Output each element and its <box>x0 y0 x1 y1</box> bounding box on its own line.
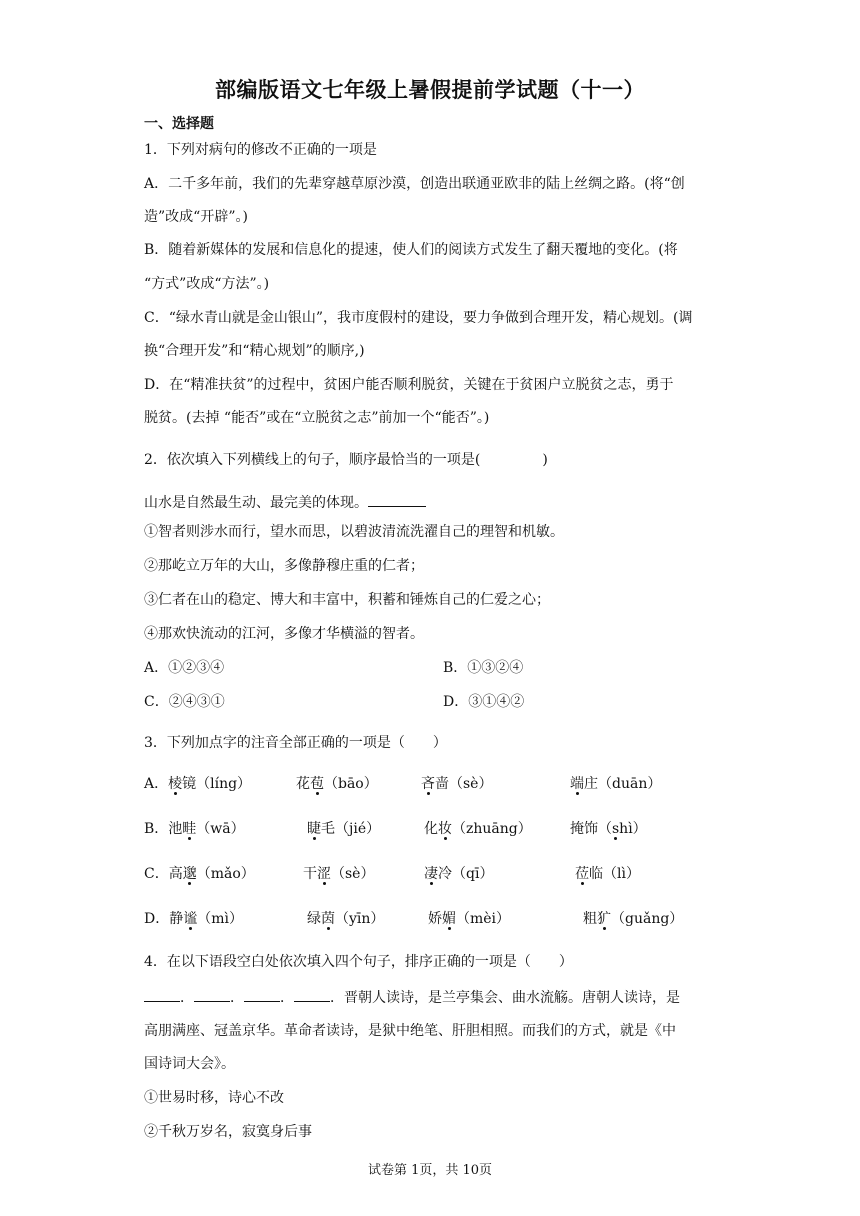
q3-option-a-item1[interactable]: A．棱镜（líng） <box>144 776 252 792</box>
q3-option-d-item4: 粗犷（guǎng） <box>583 911 684 927</box>
q2-sentence-2: ②那屹立万年的大山，多像静穆庄重的仁者； <box>144 558 424 574</box>
q4-blank-4[interactable] <box>294 987 330 1002</box>
q4-blank-2[interactable] <box>194 987 230 1002</box>
q3-option-d-item2: 绿茵（yīn） <box>307 911 385 927</box>
q2-sentence-3: ③仁者在山的稳定、博大和丰富中，积蓄和锤炼自己的仁爱之心； <box>144 592 550 608</box>
q2-option-a[interactable]: A．①②③④ <box>144 660 225 676</box>
q3-option-b-item4: 掩饰（shì） <box>570 821 647 837</box>
q1-option-b-line2: “方式”改成“方法”。) <box>144 276 270 292</box>
q3-option-b-item2: 睫毛（jié） <box>307 821 381 837</box>
q4-blank-1[interactable] <box>144 987 180 1002</box>
q1-option-a-line2: 造”改成“开辟”。) <box>144 209 248 225</box>
q2-stem-close: ) <box>542 452 548 468</box>
q2-stem <box>144 450 720 470</box>
q4-passage-text: ．晋朝人读诗，是兰亭集会、曲水流觞。唐朝人读诗，是 <box>330 990 680 1006</box>
q3-stem: 3．下列加点字的注音全部正确的一项是（ ） <box>144 735 447 751</box>
q3-option-c-item1[interactable]: C．高邈（mǎo） <box>144 866 255 882</box>
q4-passage-line1: ． ． ． ．晋朝人读诗，是兰亭集会、曲水流觞。唐朝人读诗，是 <box>144 987 720 1008</box>
q4-passage-line2: 高朋满座、冠盖京华。革命者读诗，是狱中绝笔、肝胆相照。而我们的方式，就是《中 <box>144 1023 676 1039</box>
q4-sentence-1: ①世易时移，诗心不改 <box>144 1090 284 1106</box>
q3-option-a-item2: 花苞（bāo） <box>296 776 378 792</box>
q3-option-b-item3: 化妆（zhuāng） <box>424 821 532 837</box>
q3-option-a-item3: 吝啬（sè） <box>421 776 493 792</box>
q4-sentence-2: ②千秋万岁名，寂寞身后事 <box>144 1124 312 1140</box>
q2-answer-blank[interactable] <box>368 492 426 507</box>
section-heading: 一、选择题 <box>144 116 214 132</box>
page-footer: 试卷第 1页，共 10页 <box>367 1163 493 1178</box>
q3-option-c-item2: 干涩（sè） <box>303 866 375 882</box>
q1-stem: 1．下列对病句的修改不正确的一项是 <box>144 142 377 158</box>
q3-option-d-item1[interactable]: D．静谧（mì） <box>144 911 243 927</box>
q4-stem: 4．在以下语段空白处依次填入四个句子，排序正确的一项是（ ） <box>144 954 573 970</box>
q2-option-d[interactable]: D．③①④② <box>443 694 525 710</box>
q2-sentence-1: ①智者则涉水而行，望水而思，以碧波清流洗濯自己的理智和机敏。 <box>144 524 564 540</box>
q1-option-a-line1: A．二千多年前，我们的先辈穿越草原沙漠，创造出联通亚欧非的陆上丝绸之路。(将“创 <box>144 176 685 192</box>
page-title: 部编版语文七年级上暑假提前学试题（十一） <box>215 78 645 102</box>
q4-passage-line3: 国诗词大会》。 <box>144 1056 235 1072</box>
q3-option-c-item4: 莅临（lì） <box>575 866 640 882</box>
q3-option-a-item4: 端庄（duān） <box>570 776 662 792</box>
q3-option-c-item3: 凄冷（qī） <box>424 866 494 882</box>
q1-option-c-line1: C．“绿水青山就是金山银山”，我市度假村的建设，要力争做到合理开发，精心规划。(调 <box>144 310 693 326</box>
q1-option-b-line1: B．随着新媒体的发展和信息化的提速，使人们的阅读方式发生了翻天覆地的变化。(将 <box>144 242 678 258</box>
q4-blank-3[interactable] <box>244 987 280 1002</box>
q3-option-b-item1[interactable]: B．池畦（wā） <box>144 821 245 837</box>
q2-intro-text: 山水是自然最生动、最完美的体现。 <box>144 495 368 511</box>
q1-option-d-line2: 脱贫。(去掉 “能否”或在“立脱贫之志”前加一个“能否”。) <box>144 410 490 426</box>
q1-option-d-line1: D．在“精准扶贫”的过程中，贫困户能否顺利脱贫，关键在于贫困户立脱贫之志，勇于 <box>144 377 674 393</box>
q2-option-b[interactable]: B．①③②④ <box>443 660 524 676</box>
q2-intro <box>144 492 720 513</box>
q2-option-c[interactable]: C．②④③① <box>144 694 225 710</box>
q2-stem-text: 2．依次填入下列横线上的句子，顺序最恰当的一项是( <box>144 452 481 468</box>
q1-option-c-line2: 换“合理开发”和“精心规划”的顺序,) <box>144 343 365 359</box>
q3-option-d-item3: 娇媚（mèi） <box>428 911 511 927</box>
q2-sentence-4: ④那欢快流动的江河，多像才华横溢的智者。 <box>144 626 424 642</box>
